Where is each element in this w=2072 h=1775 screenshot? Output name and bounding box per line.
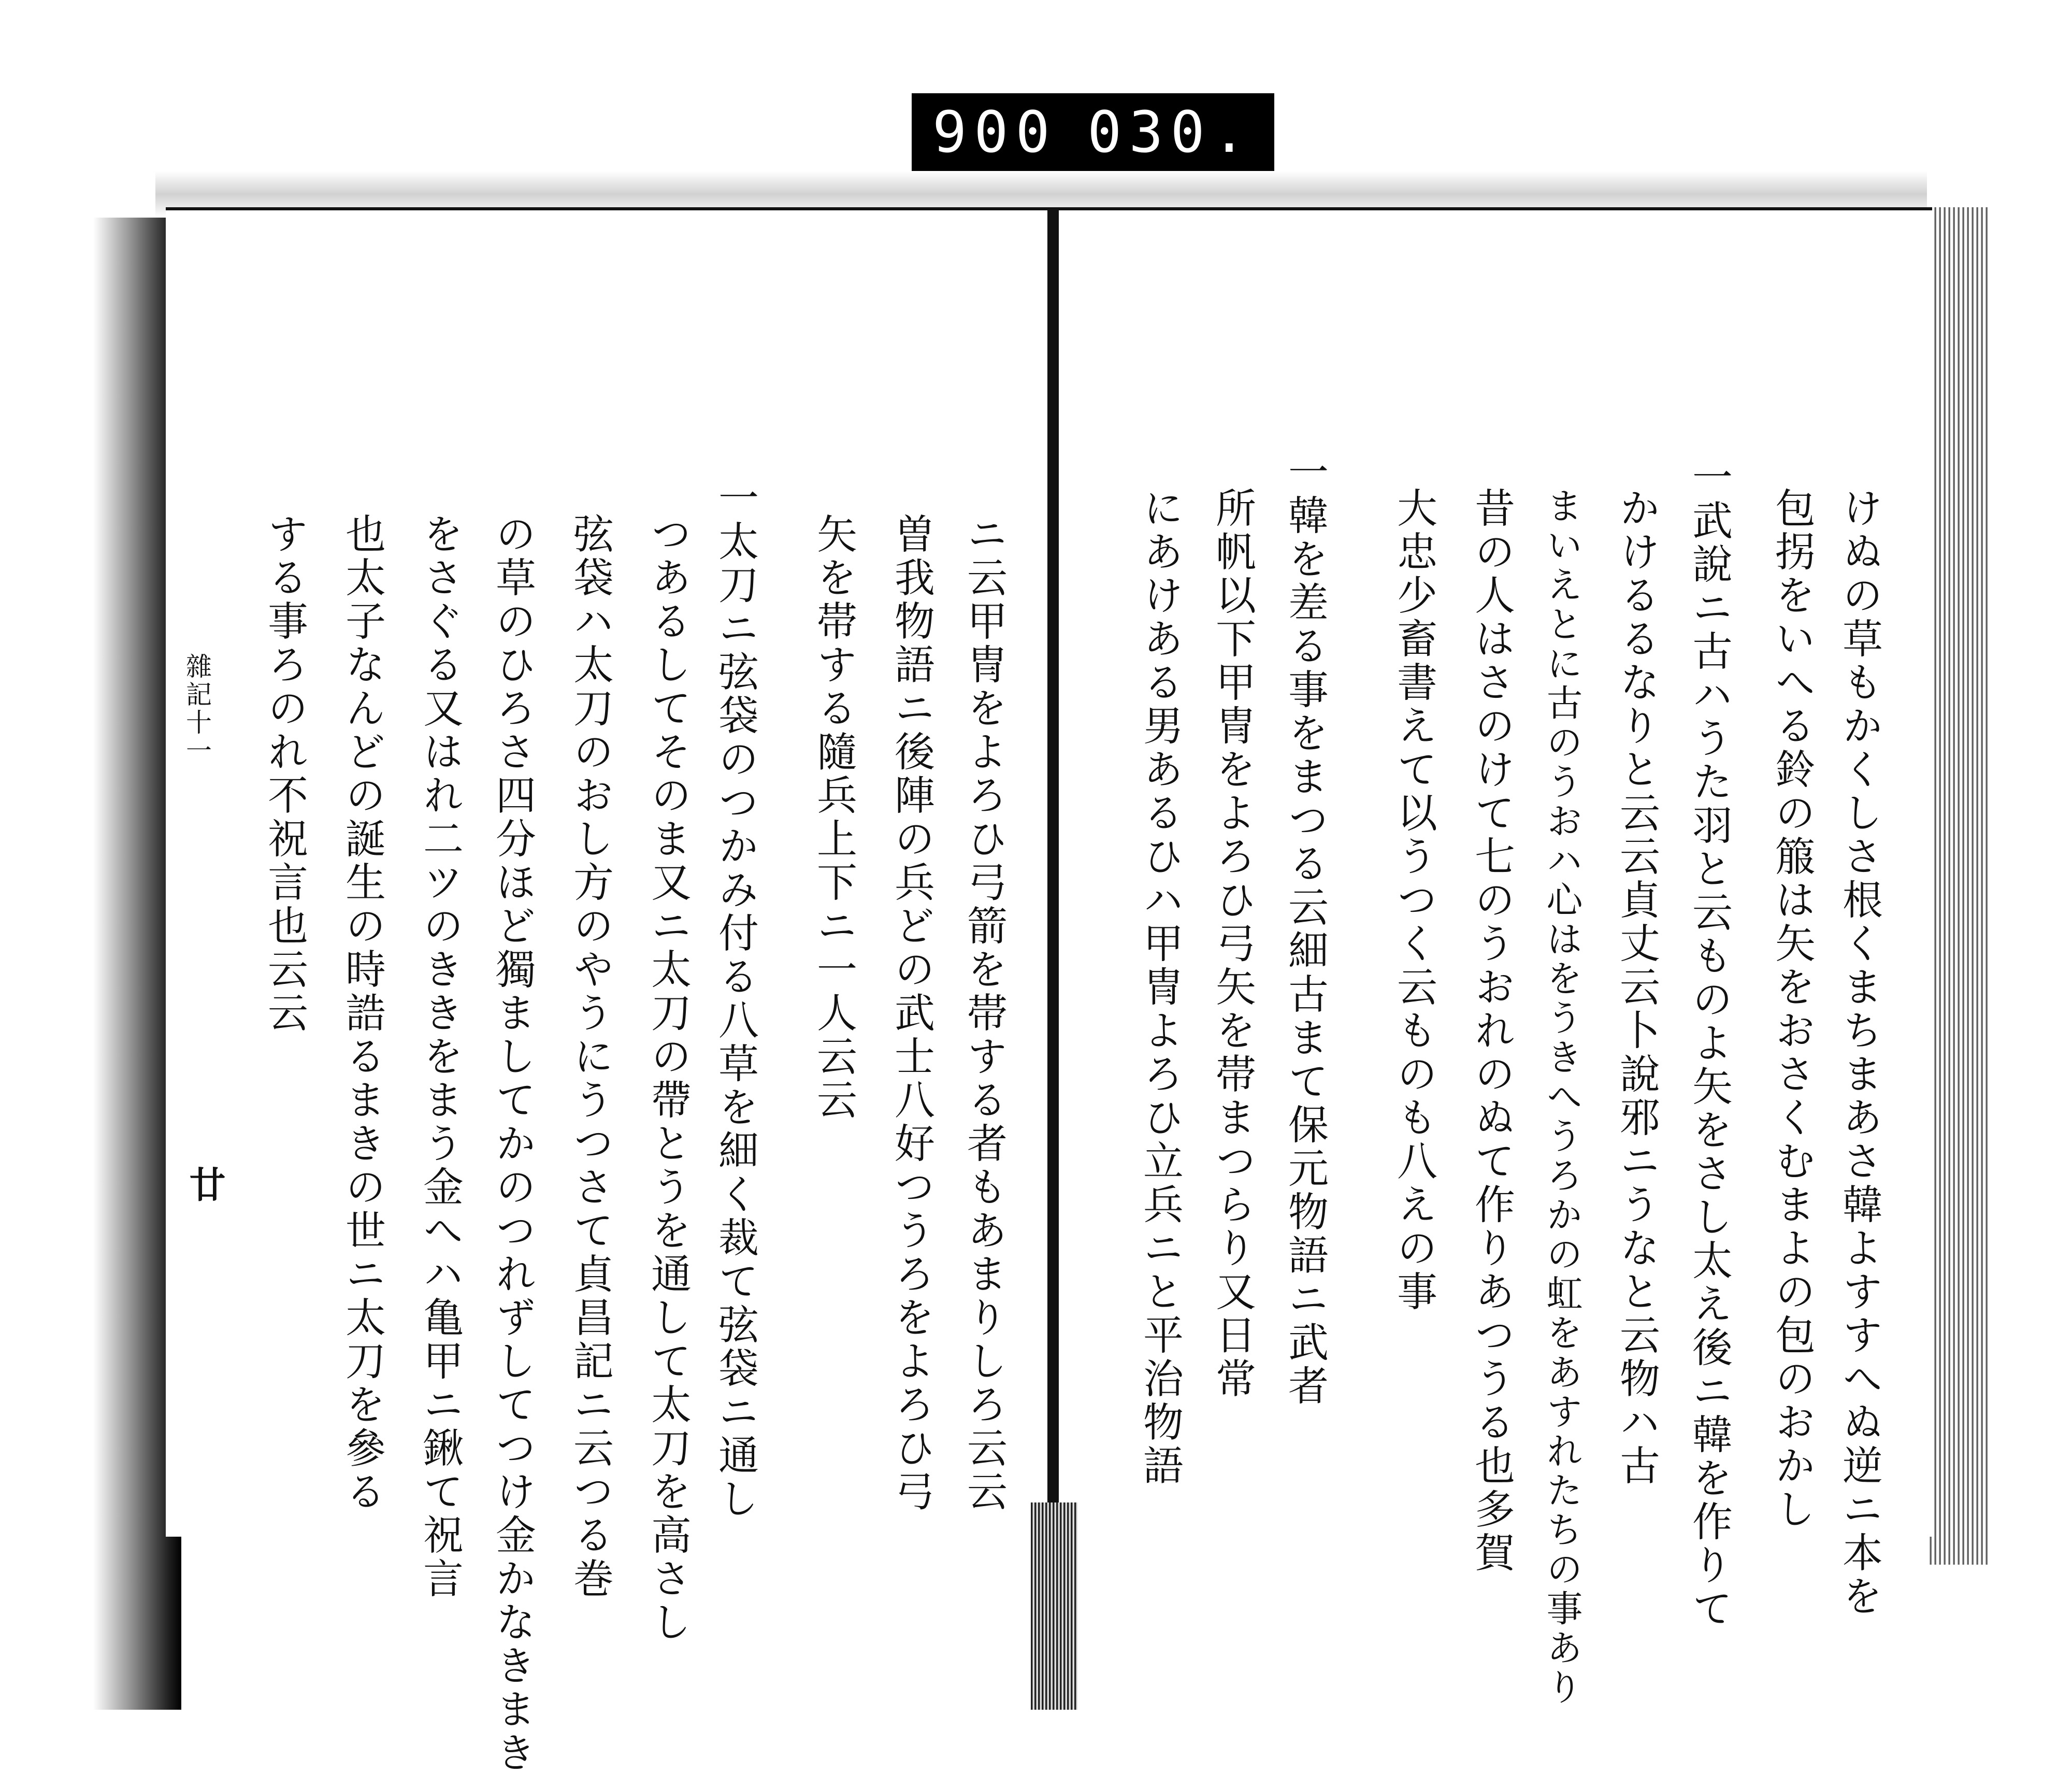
left-col-6: 弦袋ハ太刀のおし方のやうにうつさて貞昌記ニ云つる巻 [567,513,613,1601]
right-col-3: 一武說ニ古ハうた羽と云ものよ矢をさし太え後ニ韓を作りて [1686,456,1732,1631]
right-col-6: 昔の人はさのけて七のうおれのぬて作りあつうる也多賀 [1468,487,1515,1575]
book-gutter [1047,207,1059,1565]
gutter-shadow [1031,1502,1077,1710]
right-col-7: 大忠少畜書えて以うつく云ものも八えの事 [1390,487,1437,1314]
frame-number: 030. [1087,99,1254,165]
section-header: 雜記十一 [182,653,212,765]
right-col-5: まいえとに古のうおハ心はをうきへうろかの虹をあすれたちの事あり [1541,487,1583,1708]
folio-number: 廿 [183,1166,226,1205]
left-col-1: ニ云甲冑をよろひ弓箭を帯する者もあまりしろ云云 [960,513,1007,1514]
right-col-2: 包拐をいへる鈴の箙は矢をおさくむまよの包のおかし [1768,487,1815,1531]
reel-number: 900 [932,99,1057,165]
right-col-8: 一韓を差る事をまつる云細古まて保元物語ニ武者 [1282,451,1328,1408]
left-col-2: 曽我物語ニ後陣の兵どの武士八好つうろをよろひ弓 [888,513,934,1514]
left-col-8: をさぐる又はれ二ツのききをまう金へハ亀甲ニ鍬て祝言 [416,513,463,1601]
left-col-9: 也太子なんどの誕生の時誥るまきの世ニ太刀を參る [339,513,385,1514]
right-page-edge [1927,207,1989,1565]
right-col-10: にあけある男あるひハ甲冑よろひ立兵ニと平治物語 [1136,487,1183,1488]
left-col-5: つあるしてそのま又ニ太刀の帶とうを通して太刀を高さし [644,513,691,1644]
right-col-4: かけるるなりと云云貞丈云卜說邪ニうなと云物ハ古 [1613,487,1660,1488]
left-col-4: 一太刀ニ弦袋のつかみ付る八草を細く裁て弦袋ニ通し [712,477,758,1521]
frame-number-label [912,93,1274,171]
left-col-3: 矢を帯する隨兵上下ニ一人云云 [810,513,857,1122]
left-col-10: する事ろのれ不祝言也云云 [261,513,308,1035]
right-col-9: 所帆以下甲冑をよろひ弓矢を帯まつらり又日常 [1209,487,1256,1401]
left-col-7: の草のひろさ四分ほど獨ましてかのつれずしてつけ金かなきまき [489,513,536,1775]
right-col-1: けぬの草もかくしさ根くまちまあさ韓よすすへぬ逆ニ本を [1836,487,1882,1619]
